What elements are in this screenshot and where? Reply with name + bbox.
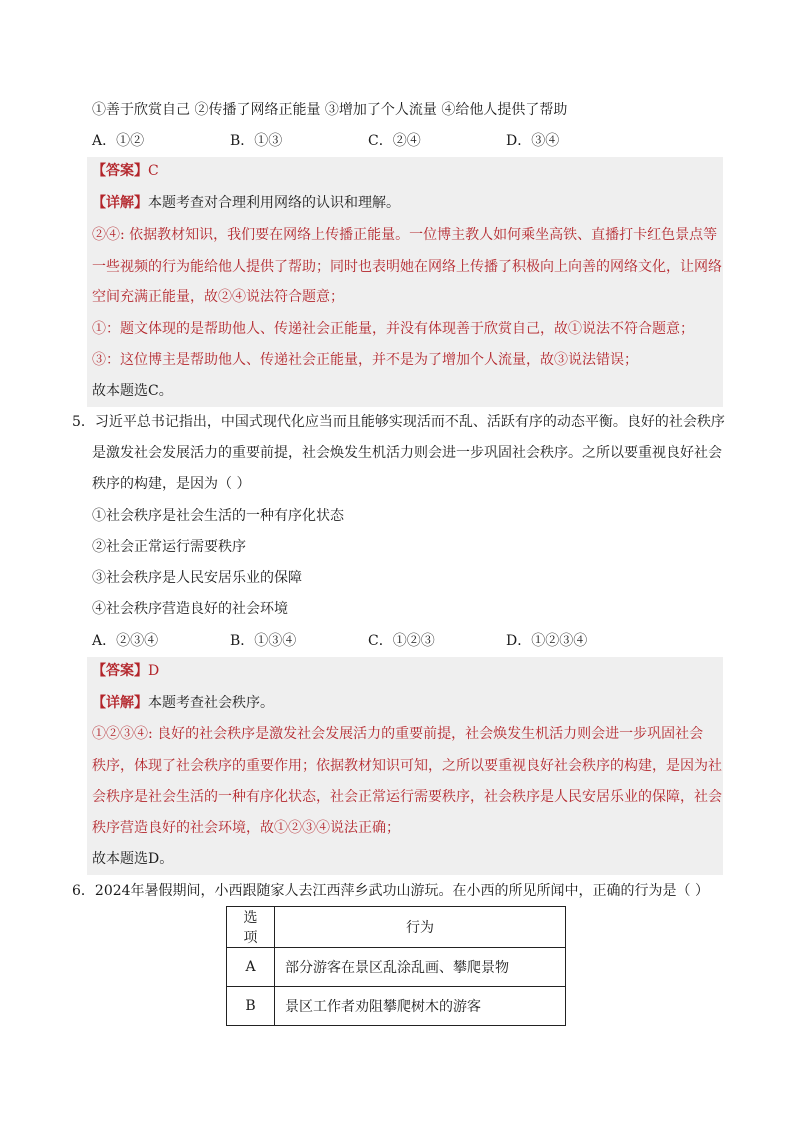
q4-answer-block xyxy=(87,157,723,407)
table-header-behavior: 行为 xyxy=(275,907,566,948)
q5-statement-1: ①社会秩序是社会生活的一种有序化状态 xyxy=(92,508,344,524)
q4-detail-line xyxy=(92,193,400,213)
q4-detail-tag: 【详解】 xyxy=(92,195,148,211)
table-header-option: 选项 xyxy=(227,907,275,948)
q5-option-c: C．①②③ xyxy=(368,633,435,649)
q5-conclusion: 故本题选D。 xyxy=(92,851,174,867)
q4-detail-line-4: ①：题文体现的是帮助他人、传递社会正能量，并没有体现善于欣赏自己，故①说法不符合题意； xyxy=(92,321,694,337)
q4-detail-line-1: ②④: 依据教材知识，我们要在网络上传播正能量。一位博主教人如何乘坐高铁、直播打卡红色景点等 xyxy=(92,227,718,243)
q4-conclusion: 故本题选C。 xyxy=(92,383,173,399)
q5-detail-line-3: 会秩序是社会生活的一种有序化状态，社会正常运行需要秩序，社会秩序是人民安居乐业的保障，社会 xyxy=(92,789,722,805)
q5-option-b: B．①③④ xyxy=(230,633,297,649)
table-cell-option: B xyxy=(227,987,275,1026)
q5-stem-line-1: 5．习近平总书记指出，中国式现代化应当而且能够实现活而不乱、活跃有序的动态平衡。良好的社会秩序 xyxy=(72,414,725,430)
q4-option-c: C．②④ xyxy=(368,133,421,149)
q5-detail-line-1: ①②③④: 良好的社会秩序是激发社会发展活力的重要前提，社会焕发生机活力则会进一步巩固社会 xyxy=(92,726,704,742)
table-cell-behavior: 景区工作者劝阻攀爬树木的游客 xyxy=(275,987,566,1026)
q5-answer-line xyxy=(92,661,159,681)
q5-detail-text: 本题考查社会秩序。 xyxy=(148,695,274,711)
q5-detail-line xyxy=(92,693,274,713)
q5-statement-3: ③社会秩序是人民安居乐业的保障 xyxy=(92,570,302,586)
q4-answer-tag: 【答案】 xyxy=(92,163,148,179)
q5-detail-line-2: 秩序，体现了社会秩序的重要作用；依据教材知识可知，之所以要重视良好社会秩序的构建，是因为社 xyxy=(92,758,722,774)
q4-options xyxy=(92,131,712,151)
table-header-row xyxy=(227,907,566,948)
q5-option-a: A．②③④ xyxy=(92,633,159,649)
q5-option-d: D．①②③④ xyxy=(506,633,588,649)
q5-options xyxy=(92,631,712,651)
q4-option-a: A．①② xyxy=(92,133,145,149)
q5-statement-4: ④社会秩序营造良好的社会环境 xyxy=(92,601,288,617)
q5-stem-line-3: 秩序的构建，是因为（ ） xyxy=(92,476,251,492)
q4-detail-text: 本题考查对合理利用网络的认识和理解。 xyxy=(148,195,400,211)
table-cell-option: A xyxy=(227,948,275,987)
q4-answer-line xyxy=(92,161,159,181)
table-row xyxy=(227,987,566,1026)
q4-statements: ①善于欣赏自己 ②传播了网络正能量 ③增加了个人流量 ④给他人提供了帮助 xyxy=(92,102,568,118)
q5-stem-line-2: 是激发社会发展活力的重要前提，社会焕发生机活力则会进一步巩固社会秩序。之所以要重视良好社会 xyxy=(92,445,722,461)
q4-detail-line-2: 一些视频的行为能给他人提供了帮助；同时也表明她在网络上传播了积极向上向善的网络文化，让网络 xyxy=(92,259,722,275)
q4-detail-line-5: ③：这位博主是帮助他人、传递社会正能量，并不是为了增加个人流量，故③说法错误； xyxy=(92,352,638,368)
table-cell-behavior: 部分游客在景区乱涂乱画、攀爬景物 xyxy=(275,948,566,987)
q5-answer-tag: 【答案】 xyxy=(92,663,148,679)
q6-options-table xyxy=(226,906,566,1026)
q5-answer-block xyxy=(87,657,723,875)
q4-option-b: B．①③ xyxy=(230,133,283,149)
q4-answer-value: C xyxy=(148,163,159,179)
q5-detail-line-4: 秩序营造良好的社会环境，故①②③④说法正确； xyxy=(92,820,400,836)
q5-detail-tag: 【详解】 xyxy=(92,695,148,711)
q4-detail-line-3: 空间充满正能量，故②④说法符合题意； xyxy=(92,289,344,305)
q6-stem: 6．2024年暑假期间，小西跟随家人去江西萍乡武功山游玩。在小西的所见所闻中，正确的行为是（ ） xyxy=(72,883,709,899)
q4-option-d: D．③④ xyxy=(506,133,560,149)
table-row xyxy=(227,948,566,987)
q5-statement-2: ②社会正常运行需要秩序 xyxy=(92,539,246,555)
q5-answer-value: D xyxy=(148,663,160,679)
